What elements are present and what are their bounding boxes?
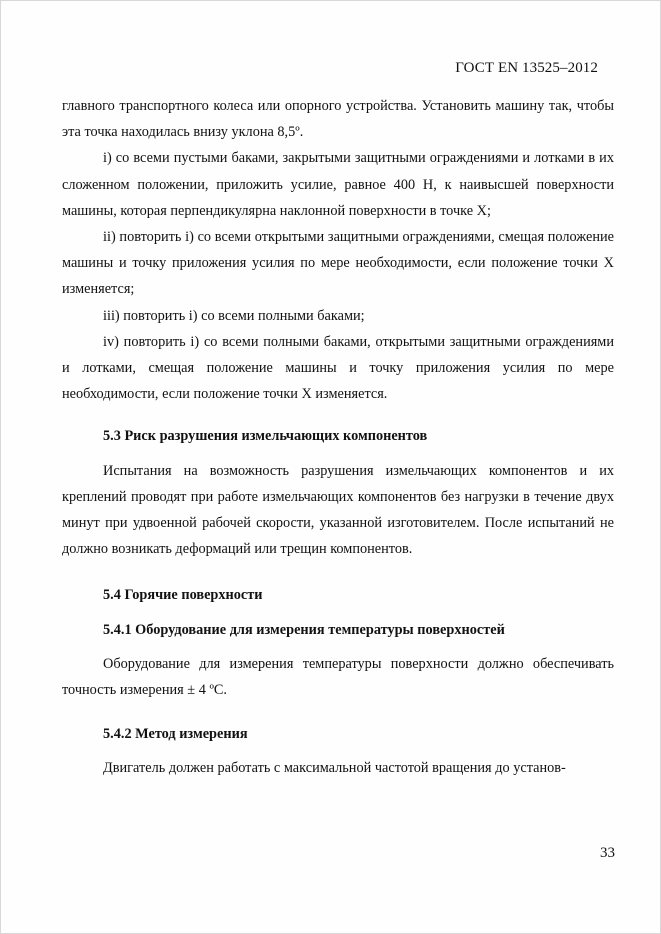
paragraph-5-3: Испытания на возможность разрушения измельчающих компонентов и их креплений проводят при работе измельчающих компонентов без нагрузки в течение двух минут при удвоенной рабочей скорости, указанной изготовителем. После испытаний не должно возникать деформаций или трещин компонентов.: [62, 462, 614, 558]
paragraph-continuation: главного транспортного колеса или опорного устройства. Установить машину так, чтобы эта точка находилась внизу уклона 8,5º.: [62, 98, 614, 141]
section-heading-5-4-2: 5.4.2 Метод измерения: [103, 726, 248, 743]
section-heading-5-3: 5.3 Риск разрушения измельчающих компонентов: [103, 428, 428, 445]
paragraph-5-4-2: Двигатель должен работать с максимальной частотой вращения до установ-: [103, 760, 566, 777]
list-item-i: i) со всеми пустыми баками, закрытыми защитными ограждениями и лотками в их сложенном положении, приложить усилие, равное 400 Н, к наивысшей поверхности машины, которая перпендикулярна наклонной поверхности в точке X;: [62, 150, 614, 219]
document-body: [62, 93, 614, 782]
section-heading-5-4-1: 5.4.1 Оборудование для измерения температуры поверхностей: [103, 621, 505, 638]
section-heading-5-4: 5.4 Горячие поверхности: [103, 587, 263, 604]
paragraph-5-4-1: Оборудование для измерения температуры поверхности должно обеспечивать точность измерения ± 4 ºС.: [62, 655, 614, 699]
document-id-header: ГОСТ EN 13525–2012: [455, 60, 598, 76]
list-item-iii: iii) повторить i) со всеми полными баками;: [103, 307, 365, 324]
page-number: 33: [600, 845, 615, 861]
list-item-iv: iv) повторить i) со всеми полными баками, открытыми защитными ограждениями и лотками, смещая положение машины и точку приложения усилия по мере необходимости, если положение точки X изменяется.: [62, 333, 614, 403]
list-item-ii: ii) повторить i) со всеми открытыми защитными ограждениями, смещая положение машины и точку приложения усилия по мере необходимости, если положение точки X изменяется;: [62, 229, 614, 298]
